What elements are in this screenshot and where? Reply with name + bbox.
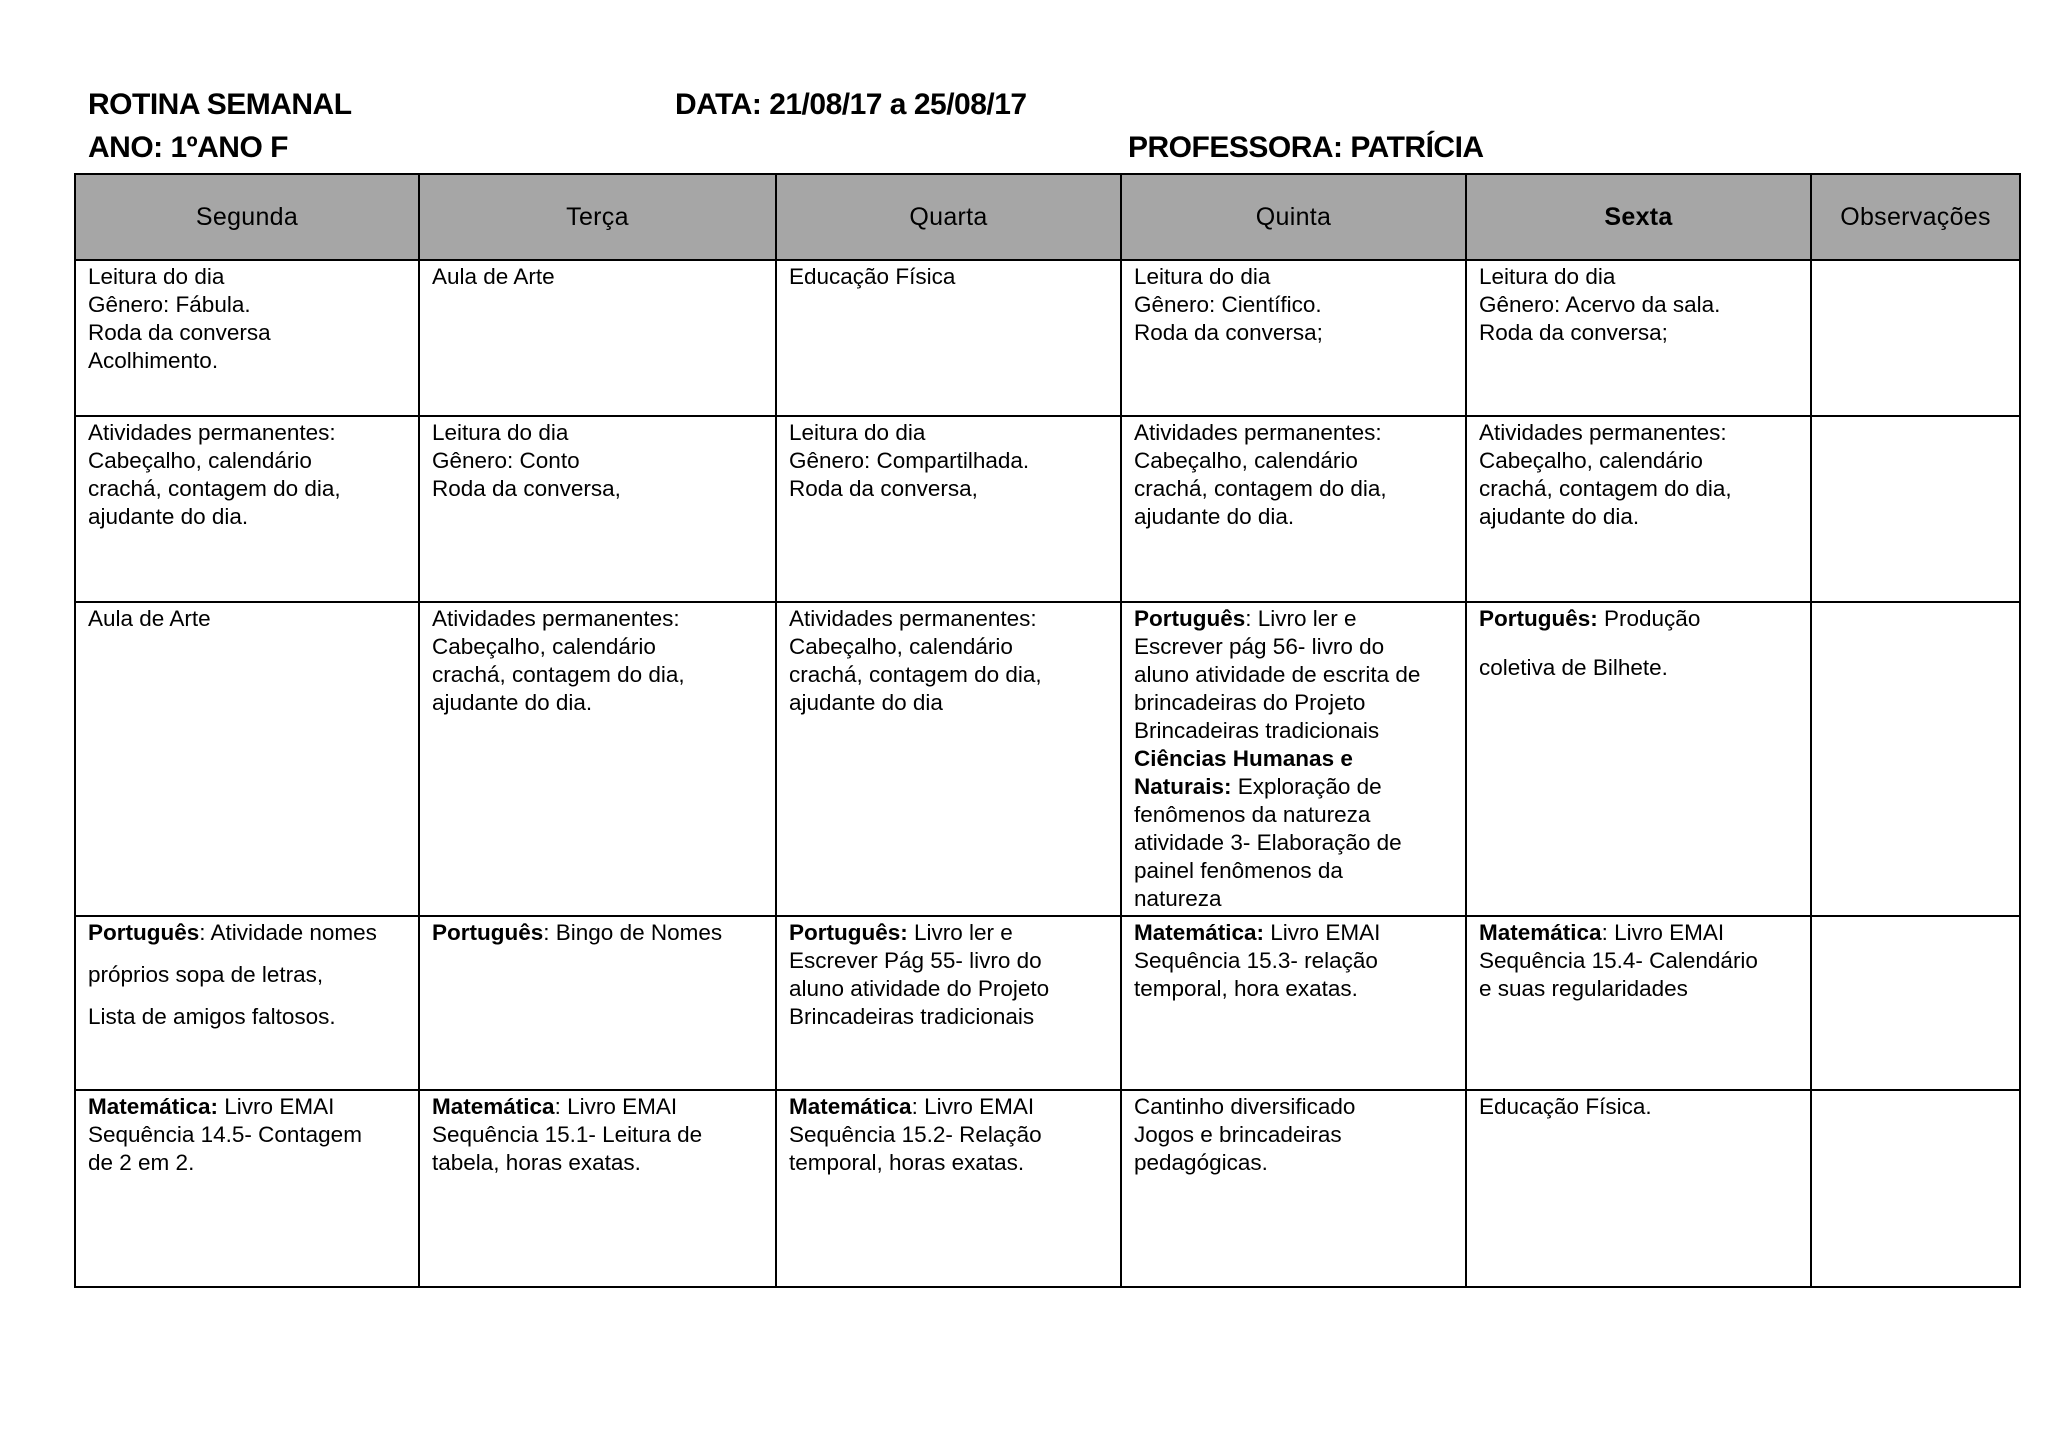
subject-label: Matemática [1479,920,1602,945]
cell-line: Sequência 15.1- Leitura de [432,1122,703,1147]
cell-line: crachá, contagem do dia, [1134,476,1387,501]
cell-line: Gênero: Fábula. [88,292,251,317]
cell-terca [419,260,776,416]
cell-line: e suas regularidades [1479,976,1688,1001]
cell-line: natureza [1134,886,1222,911]
cell-line [1479,919,1800,947]
cell-line: Escrever Pág 55- livro do [789,948,1042,973]
cell-line: Roda da conversa [88,320,271,345]
cell-line: Cabeçalho, calendário [432,634,656,659]
cell-line: Sequência 14.5- Contagem [88,1122,362,1147]
cell-line: Atividades permanentes: [88,420,336,445]
cell-line [88,919,408,947]
subject-label: Português: [1479,606,1598,631]
cell-observacoes [1811,416,2020,602]
column-header-observacoes: Observações [1811,174,2020,260]
cell-line [789,919,1110,947]
cell-line: Roda da conversa; [1479,320,1668,345]
cell-quinta [1121,416,1466,602]
cell-line: Gênero: Conto [432,448,580,473]
cell-line: Cabeçalho, calendário [1479,448,1703,473]
cell-line: Atividades permanentes: [789,606,1037,631]
cell-terca [419,916,776,1090]
cell-text: Produção [1597,606,1701,631]
cell-line: Roda da conversa; [1134,320,1323,345]
cell-text: : Livro EMAI [554,1094,678,1119]
cell-line: Atividades permanentes: [432,606,680,631]
teacher-name: PROFESSORA: PATRÍCIA [1128,131,1484,164]
cell-line: de 2 em 2. [88,1150,195,1175]
cell-line: Leitura do dia [432,420,569,445]
cell-sexta [1466,416,1811,602]
cell-line: Cabeçalho, calendário [789,634,1013,659]
cell-text: Exploração de [1231,774,1382,799]
cell-observacoes [1811,602,2020,916]
subject-label: Matemática: [1134,920,1265,945]
cell-line: Roda da conversa, [789,476,978,501]
subject-label: Português [88,920,200,945]
cell-line [1479,605,1800,633]
cell-quarta [776,416,1121,602]
cell-quarta [776,1090,1121,1287]
cell-line: crachá, contagem do dia, [88,476,341,501]
cell-line: Roda da conversa, [432,476,621,501]
cell-line: Leitura do dia [1479,264,1616,289]
cell-line: Leitura do dia [789,420,926,445]
cell-line: brincadeiras do Projeto [1134,690,1366,715]
cell-text: : Atividade nomes [199,920,377,945]
cell-line [1134,745,1455,773]
cell-segunda [75,416,419,602]
cell-quarta [776,916,1121,1090]
cell-line: Sequência 15.3- relação [1134,948,1378,973]
cell-line: ajudante do dia. [432,690,593,715]
cell-line: Lista de amigos faltosos. [88,1004,336,1029]
cell-text: : Livro EMAI [1601,920,1725,945]
cell-text: : Livro ler e [1245,606,1357,631]
cell-line: Brincadeiras tradicionais [789,1004,1035,1029]
cell-line: crachá, contagem do dia, [432,662,685,687]
subject-label: Naturais: [1134,774,1232,799]
column-header-sexta: Sexta [1466,174,1811,260]
cell-quinta [1121,1090,1466,1287]
cell-line: ajudante do dia. [1134,504,1295,529]
column-header-segunda: Segunda [75,174,419,260]
cell-line: Acolhimento. [88,348,219,373]
cell-line: pedagógicas. [1134,1150,1268,1175]
cell-segunda [75,1090,419,1287]
cell-line: Jogos e brincadeiras [1134,1122,1342,1147]
cell-sexta [1466,1090,1811,1287]
column-header-quarta: Quarta [776,174,1121,260]
subject-label: Matemática [789,1094,912,1119]
cell-observacoes [1811,916,2020,1090]
cell-line: Cabeçalho, calendário [88,448,312,473]
cell-text: : Livro EMAI [911,1094,1035,1119]
cell-line: fenômenos da natureza [1134,802,1371,827]
cell-terca [419,416,776,602]
cell-line [88,1093,408,1121]
cell-line: Cantinho diversificado [1134,1094,1356,1119]
cell-line: ajudante do dia [789,690,943,715]
cell-quinta [1121,602,1466,916]
cell-text: Livro EMAI [218,1094,335,1119]
cell-quarta [776,260,1121,416]
routine-title: ROTINA SEMANAL [88,88,352,121]
cell-segunda [75,260,419,416]
cell-line [432,919,765,947]
cell-line: ajudante do dia. [88,504,249,529]
column-header-quinta: Quinta [1121,174,1466,260]
cell-observacoes [1811,260,2020,416]
cell-line: crachá, contagem do dia, [1479,476,1732,501]
class-year: ANO: 1ºANO F [88,131,288,164]
cell-line: tabela, horas exatas. [432,1150,641,1175]
table-row [75,602,2020,916]
subject-label: Português: [789,920,908,945]
table-row [75,416,2020,602]
cell-terca [419,602,776,916]
cell-line [1134,919,1455,947]
cell-line: Gênero: Científico. [1134,292,1322,317]
column-header-terca: Terça [419,174,776,260]
cell-line: aluno atividade de escrita de [1134,662,1421,687]
subject-label: Matemática [432,1094,555,1119]
cell-line: temporal, hora exatas. [1134,976,1358,1001]
cell-line: Educação Física [789,264,956,289]
cell-sexta [1466,260,1811,416]
cell-line [432,1093,765,1121]
cell-text: Livro ler e [907,920,1013,945]
cell-line [1134,773,1455,801]
cell-line: Sequência 15.4- Calendário [1479,948,1758,973]
subject-label: Ciências Humanas e [1134,746,1353,771]
cell-line: próprios sopa de letras, [88,962,324,987]
cell-line: Educação Física. [1479,1094,1652,1119]
cell-line: Atividades permanentes: [1134,420,1382,445]
table-row [75,260,2020,416]
cell-line: Leitura do dia [1134,264,1271,289]
table-row [75,1090,2020,1287]
cell-line: temporal, horas exatas. [789,1150,1025,1175]
cell-line: crachá, contagem do dia, [789,662,1042,687]
cell-line: Escrever pág 56- livro do [1134,634,1385,659]
subject-label: Português [432,920,544,945]
cell-segunda [75,602,419,916]
cell-line: coletiva de Bilhete. [1479,655,1668,680]
cell-line: aluno atividade do Projeto [789,976,1050,1001]
cell-line: ajudante do dia. [1479,504,1640,529]
subject-label: Português [1134,606,1246,631]
cell-quinta [1121,260,1466,416]
cell-line: Sequência 15.2- Relação [789,1122,1042,1147]
cell-line: Aula de Arte [432,264,555,289]
cell-line: Gênero: Compartilhada. [789,448,1030,473]
cell-line: Gênero: Acervo da sala. [1479,292,1721,317]
cell-line [1134,605,1455,633]
cell-text: Livro EMAI [1264,920,1381,945]
cell-line [789,1093,1110,1121]
cell-quinta [1121,916,1466,1090]
cell-line: Atividades permanentes: [1479,420,1727,445]
subject-label: Matemática: [88,1094,219,1119]
cell-line: atividade 3- Elaboração de [1134,830,1402,855]
weekly-schedule-table [74,173,2021,1288]
cell-line: Brincadeiras tradicionais [1134,718,1380,743]
table-header-row [75,174,2020,260]
cell-terca [419,1090,776,1287]
cell-sexta [1466,916,1811,1090]
cell-quarta [776,602,1121,916]
cell-line: Cabeçalho, calendário [1134,448,1358,473]
cell-line: Aula de Arte [88,606,211,631]
cell-text: : Bingo de Nomes [543,920,723,945]
cell-line: painel fenômenos da [1134,858,1343,883]
cell-line: Leitura do dia [88,264,225,289]
table-row [75,916,2020,1090]
cell-segunda [75,916,419,1090]
date-range: DATA: 21/08/17 a 25/08/17 [675,88,1027,121]
cell-sexta [1466,602,1811,916]
cell-observacoes [1811,1090,2020,1287]
